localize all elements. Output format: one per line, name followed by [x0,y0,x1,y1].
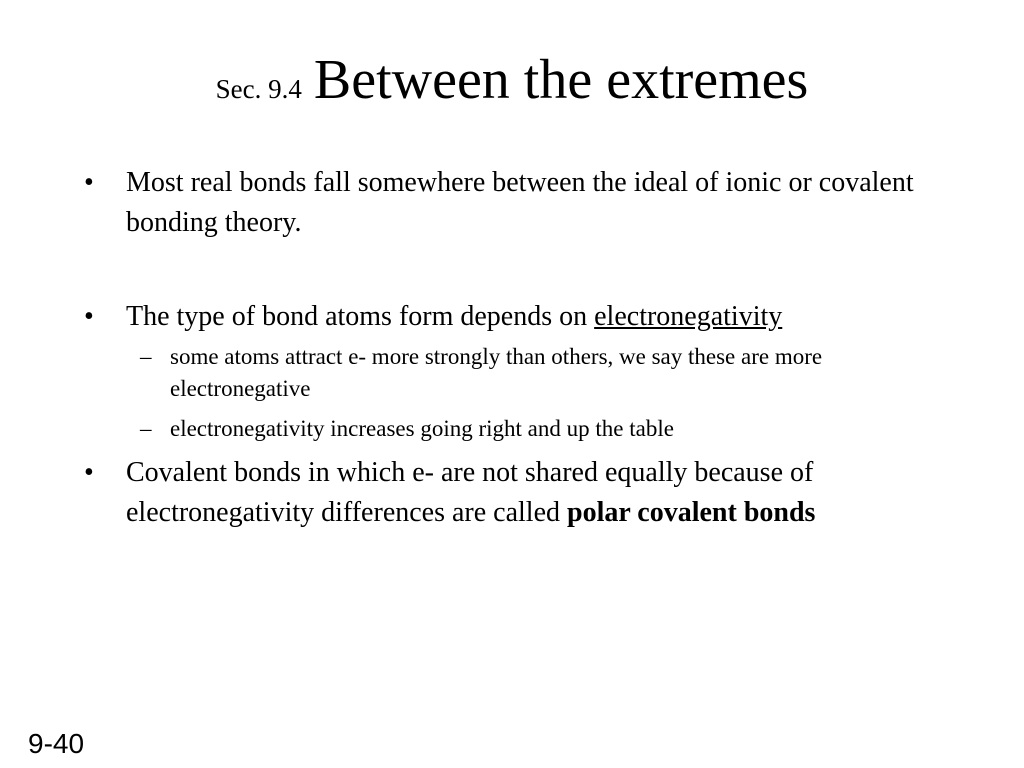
polar-covalent-term: polar covalent bonds [567,497,816,528]
title-text: Between the extremes [313,49,809,111]
sub-bullet-marker: – [140,416,152,441]
sub-bullet-item [126,413,944,445]
sub-bullet-text: electronegativity increases going right and up the table [170,416,674,441]
sub-bullet-item [126,341,944,405]
electronegativity-term: electronegativity [594,301,783,332]
bullet-text: Most real bonds fall somewhere between the ideal of ionic or covalent bonding theory. [126,167,914,238]
bullet-text: Covalent bonds in which e- are not shared equally because of electronegativity differences are called [126,457,814,528]
bullet-marker: • [84,301,94,332]
sub-bullet-marker: – [140,344,152,369]
bullet-item [84,453,944,533]
slide-title [0,49,1024,111]
bullet-list [84,163,944,533]
sub-bullet-list [126,341,944,445]
section-label: Sec. 9.4 [215,74,302,104]
sub-bullet-text: some atoms attract e- more strongly than others, we say these are more electronegative [170,344,823,401]
bullet-marker: • [84,167,94,198]
bullet-item [84,297,944,445]
page-number: 9-40 [28,728,85,759]
bullet-item [84,163,944,243]
bullet-marker: • [84,457,94,488]
bullet-text: The type of bond atoms form depends on [126,301,595,332]
